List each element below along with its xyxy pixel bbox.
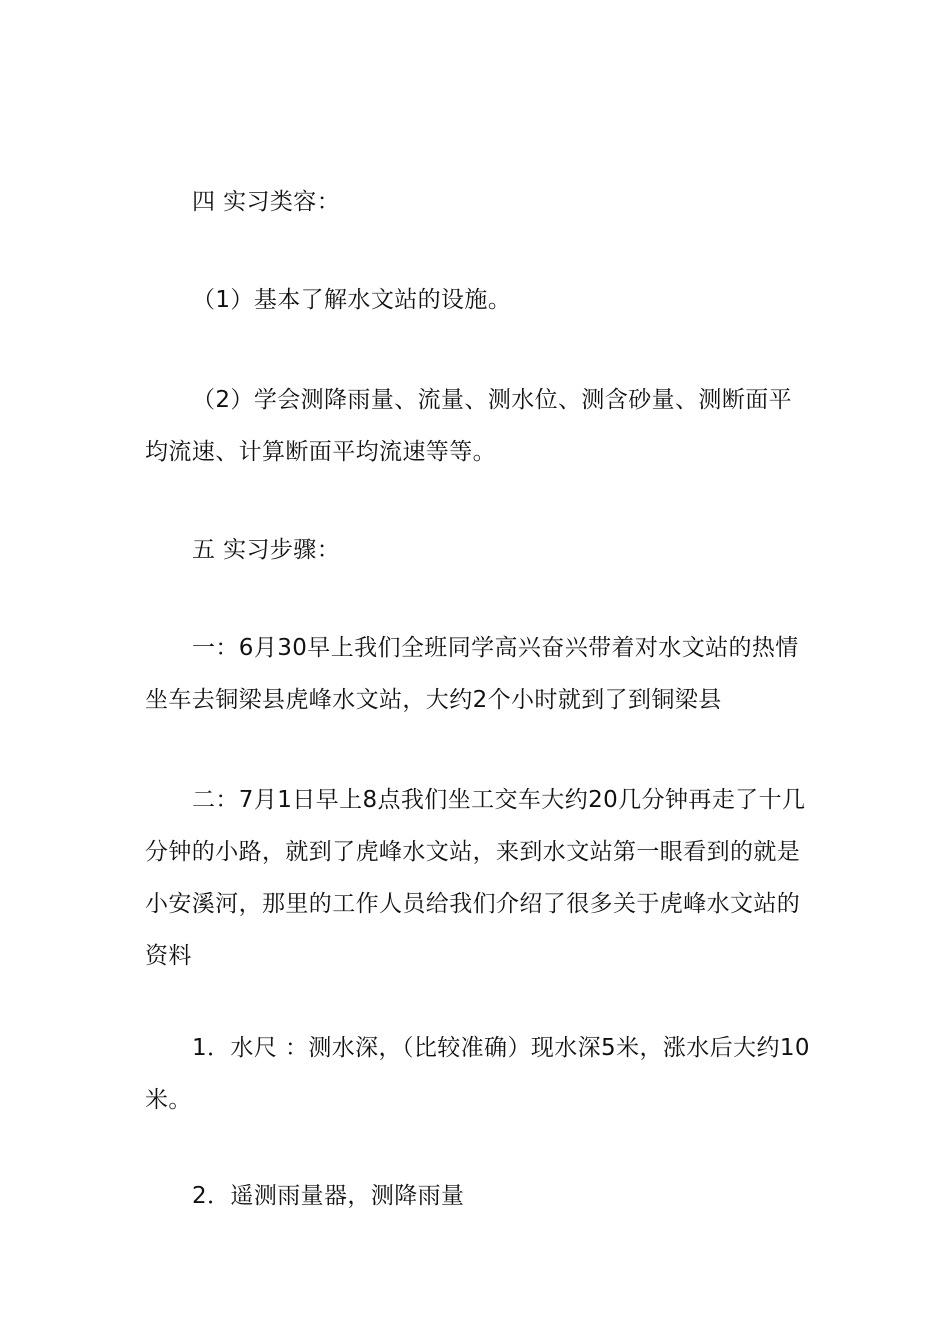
paragraph-step-2: 二：7月1日早上8点我们坐工交车大约20几分钟再走了十几分钟的小路，就到了虎峰水文站，来到水文站第一眼看到的就是小安溪河，那里的工作人员给我们介绍了很多关于虎峰水文站的资料 [145, 787, 806, 969]
paragraph-step-1: 一：6月30早上我们全班同学高兴奋兴带着对水文站的热情坐车去铜梁县虎峰水文站，大约2个小时就到了到铜梁县 [145, 635, 799, 713]
paragraph-rain-gauge: 2．遥测雨量器，测降雨量 [192, 1183, 465, 1209]
paragraph-water-gauge: 1．水尺 ：测水深，（比较准确）现水深5米，涨水后大约10米。 [145, 1035, 810, 1113]
section-heading-steps: 五 实习步骤： [192, 537, 341, 563]
section-heading-content: 四 实习类容： [192, 189, 341, 215]
paragraph-item-1: （1）基本了解水文站的设施。 [192, 287, 512, 313]
paragraph-item-2: （2）学会测降雨量、流量、测水位、测含砂量、测断面平均流速、计算断面平均流速等等。 [145, 387, 793, 465]
